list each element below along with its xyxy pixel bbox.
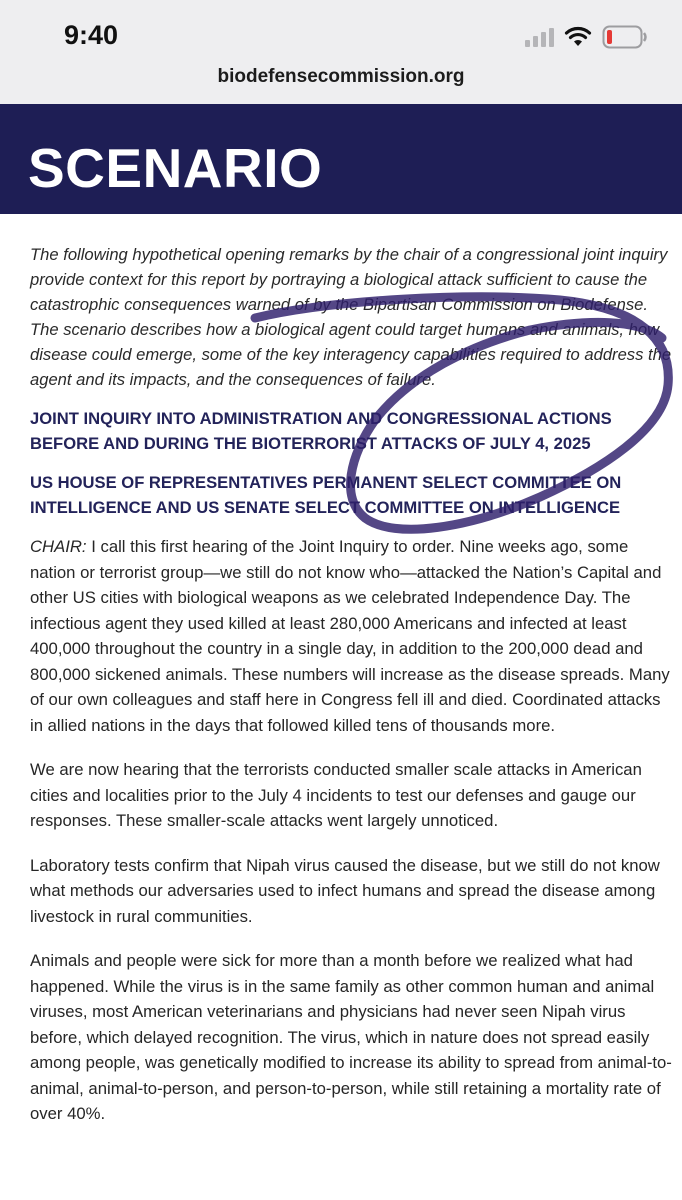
body-paragraph-3: Laboratory tests confirm that Nipah virus caused the disease, but we still do not know what methods our adversaries used to infect humans and spread the disease among livestock in rural communities.	[30, 855, 660, 926]
wifi-icon	[564, 25, 592, 47]
document-body	[30, 242, 676, 1146]
intro-paragraph: The following hypothetical opening remarks by the chair of a congressional joint inquiry provide context for this report by portraying a biological attack sufficient to cause the catastrophic consequences warned of by the Bipartisan Commission on Biodefense. The scenario describes how a biological agent could target humans and animals, how disease could emerge, some of the key interagency capabilities required to address the agent and its impacts, and the consequences of failure.	[30, 245, 672, 389]
body-paragraph-4: Animals and people were sick for more than a month before we realized what had happened. While the virus is in the same family as other common human and animal viruses, most American veterinarians and physicians had never seen Nipah virus before, which delayed recognition. The virus, which in nature does not spread easily among people, was genetically modified to increase its ability to spread from animal-to-animal, animal-to-person, and person-to-person, while still retaining a mortality rate of over 40%.	[30, 951, 672, 1123]
cellular-signal-icon	[525, 27, 555, 47]
address-bar-url[interactable]: biodefensecommission.org	[217, 66, 465, 87]
scenario-banner	[0, 104, 682, 214]
chair-text: I call this first hearing of the Joint Inquiry to order. Nine weeks ago, some nation or terrorist group—we still do not know who—attacked the Nation’s Capital and other US cities with biological weapons as we celebrated Independence Day. The infectious agent they used killed at least 280,000 Americans and infected at least 400,000 throughout the country in a single day, in addition to the 200,000 dead and 800,000 sickened animals. These numbers will increase as the disease spreads. Many of our own colleagues and staff here in Congress fell ill and died. Coordinated attacks in allied nations in the days that followed killed tens of thousands more.	[30, 537, 670, 735]
browser-chrome	[0, 0, 682, 104]
body-paragraph-2: We are now hearing that the terrorists conducted smaller scale attacks in American cities and localities prior to the July 4 incidents to test our defenses and gauge our responses. These smaller-scale attacks went largely unnoticed.	[30, 760, 642, 830]
committee-heading: US HOUSE OF REPRESENTATIVES PERMANENT SELECT COMMITTEE ON INTELLIGENCE AND US SENATE SELECT COMMITTEE ON INTELLIGENCE	[30, 473, 622, 517]
inquiry-heading: JOINT INQUIRY INTO ADMINISTRATION AND CONGRESSIONAL ACTIONS BEFORE AND DURING THE BIOTERRORIST ATTACKS OF JULY 4, 2025	[30, 409, 612, 453]
battery-low-icon	[602, 25, 648, 49]
status-time: 9:40	[64, 20, 119, 50]
page-title: SCENARIO	[28, 137, 323, 199]
chair-paragraph	[30, 534, 676, 738]
chair-label: CHAIR:	[30, 537, 87, 556]
